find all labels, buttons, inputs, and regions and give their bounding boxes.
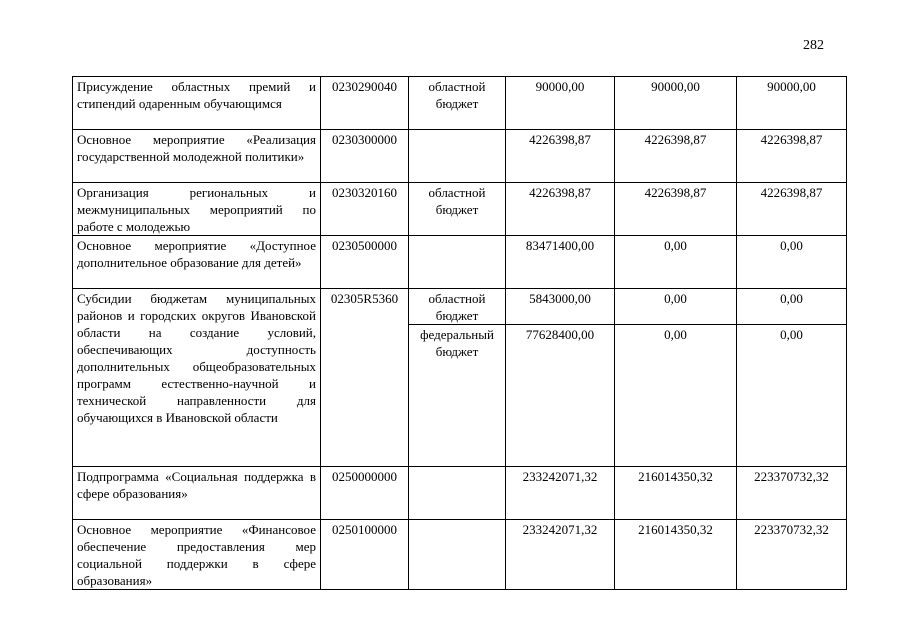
row-value-1: 4226398,87: [506, 130, 615, 183]
row-source: [409, 236, 506, 289]
table-row: [73, 77, 847, 130]
row-source: федеральный бюджет: [409, 325, 506, 467]
row-value-1: 77628400,00: [506, 325, 615, 467]
row-value-2: 216014350,32: [615, 520, 737, 590]
row-value-2: 0,00: [615, 236, 737, 289]
table-row: [73, 289, 847, 325]
table-row: [73, 183, 847, 236]
row-value-2: 4226398,87: [615, 183, 737, 236]
row-name: Основное мероприятие «Финансовое обеспечение предоставления мер социальной поддержки в сфере образования»: [73, 520, 321, 590]
row-value-2: 0,00: [615, 325, 737, 467]
row-source: [409, 130, 506, 183]
row-source: [409, 467, 506, 520]
row-name: Субсидии бюджетам муниципальных районов и городских округов Ивановской области на создание условий, обеспечивающих доступность дополнительных общеобразовательных программ естественно-научной и технической направленности для обучающихся в Ивановской области: [73, 289, 321, 467]
row-name: Основное мероприятие «Реализация государственной молодежной политики»: [73, 130, 321, 183]
row-code: 0230320160: [321, 183, 409, 236]
row-value-3: 223370732,32: [737, 467, 847, 520]
row-value-1: 5843000,00: [506, 289, 615, 325]
row-value-1: 233242071,32: [506, 520, 615, 590]
row-code: 0250000000: [321, 467, 409, 520]
row-value-2: 216014350,32: [615, 467, 737, 520]
row-value-2: 4226398,87: [615, 130, 737, 183]
row-source: областной бюджет: [409, 183, 506, 236]
row-code: 0230300000: [321, 130, 409, 183]
row-value-3: 223370732,32: [737, 520, 847, 590]
row-value-2: 90000,00: [615, 77, 737, 130]
row-value-3: 0,00: [737, 236, 847, 289]
row-name: Основное мероприятие «Доступное дополнительное образование для детей»: [73, 236, 321, 289]
row-value-1: 83471400,00: [506, 236, 615, 289]
table-row: [73, 467, 847, 520]
row-value-1: 233242071,32: [506, 467, 615, 520]
row-code: 0230500000: [321, 236, 409, 289]
row-code: 02305R5360: [321, 289, 409, 467]
table-row: [73, 520, 847, 590]
row-value-1: 90000,00: [506, 77, 615, 130]
row-value-3: 4226398,87: [737, 130, 847, 183]
row-value-3: 4226398,87: [737, 183, 847, 236]
row-value-2: 0,00: [615, 289, 737, 325]
row-code: 0250100000: [321, 520, 409, 590]
table-row: [73, 236, 847, 289]
row-value-3: 90000,00: [737, 77, 847, 130]
row-source: областной бюджет: [409, 77, 506, 130]
table-row: [73, 130, 847, 183]
row-value-1: 4226398,87: [506, 183, 615, 236]
row-source: [409, 520, 506, 590]
row-value-3: 0,00: [737, 325, 847, 467]
page-number: 282: [803, 38, 824, 53]
row-name: Подпрограмма «Социальная поддержка в сфере образования»: [73, 467, 321, 520]
row-source: областной бюджет: [409, 289, 506, 325]
row-name: Присуждение областных премий и стипендий одаренным обучающимся: [73, 77, 321, 130]
row-code: 0230290040: [321, 77, 409, 130]
row-value-3: 0,00: [737, 289, 847, 325]
row-name: Организация региональных и межмуниципальных мероприятий по работе с молодежью: [73, 183, 321, 236]
budget-table: [72, 76, 847, 590]
